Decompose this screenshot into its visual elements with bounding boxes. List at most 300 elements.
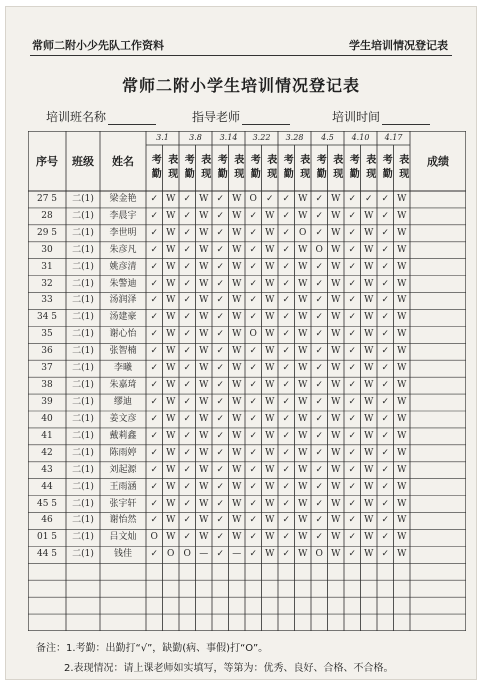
row-mark: ✓ — [216, 278, 225, 289]
row-mark: W — [331, 498, 341, 509]
row-mark: W — [166, 295, 176, 306]
row-mark: ✓ — [265, 193, 274, 204]
row-mark: W — [298, 329, 308, 340]
row-mark: W — [298, 549, 308, 560]
row-mark: ✓ — [216, 498, 225, 509]
row-mark: ✓ — [348, 397, 357, 408]
row-mark: ✓ — [150, 481, 159, 492]
row-mark: W — [265, 346, 275, 357]
row-mark: ✓ — [381, 278, 390, 289]
row-mark: ✓ — [381, 193, 390, 204]
row-grade: 二(1) — [72, 430, 94, 441]
header-perform: 表现 — [363, 154, 375, 182]
header-left: 常师二附小少先队工作资料 — [32, 39, 164, 52]
row-mark: W — [232, 397, 242, 408]
row-mark: ✓ — [282, 210, 291, 221]
row-mark: W — [298, 244, 308, 255]
row-mark: W — [265, 447, 275, 458]
row-mark: W — [331, 397, 341, 408]
row-seq: 27 5 — [36, 193, 58, 204]
row-mark: W — [397, 295, 407, 306]
row-name — [100, 597, 146, 614]
header-date: 4.10 — [351, 133, 370, 142]
row-mark: W — [331, 413, 341, 424]
row-mark: W — [166, 227, 176, 238]
row-mark: W — [199, 498, 209, 509]
row-mark: ✓ — [348, 329, 357, 340]
row-mark: ✓ — [381, 447, 390, 458]
row-mark: W — [166, 261, 176, 272]
row-seq: 40 — [41, 413, 53, 424]
row-name: 陈雨婷 — [109, 447, 137, 458]
row-mark: W — [232, 261, 242, 272]
row-mark: ✓ — [381, 346, 390, 357]
row-seq: 38 — [41, 380, 53, 391]
row-mark: W — [199, 295, 209, 306]
row-mark: W — [265, 312, 275, 323]
row-mark: W — [199, 380, 209, 391]
row-mark: ✓ — [282, 413, 291, 424]
row-mark: ✓ — [150, 346, 159, 357]
row-mark: ✓ — [348, 515, 357, 526]
header-perform: 表现 — [396, 154, 408, 182]
row-mark: ✓ — [183, 380, 192, 391]
row-mark: ✓ — [216, 312, 225, 323]
row-mark: ✓ — [249, 549, 258, 560]
header-attend: 考勤 — [215, 154, 227, 182]
row-mark: W — [199, 261, 209, 272]
row-mark: ✓ — [282, 278, 291, 289]
row-mark: W — [232, 193, 242, 204]
row-mark: ✓ — [216, 329, 225, 340]
row-mark: ✓ — [348, 481, 357, 492]
row-mark: ✓ — [249, 244, 258, 255]
row-mark: W — [364, 498, 374, 509]
row-mark: W — [397, 227, 407, 238]
row-mark: ✓ — [216, 532, 225, 543]
header-attend: 考勤 — [281, 154, 293, 182]
row-mark: ✓ — [249, 430, 258, 441]
note-line-2: 2.表现情况：请上课老师如实填写，等第为：优秀、良好、合格、不合格。 — [64, 663, 394, 674]
row-mark: ✓ — [381, 329, 390, 340]
row-mark: W — [199, 227, 209, 238]
row-grade: 二(1) — [72, 549, 94, 560]
header-seq: 序号 — [36, 154, 58, 168]
row-seq: 34 5 — [36, 312, 58, 323]
row-mark: W — [199, 244, 209, 255]
row-seq: 32 — [41, 278, 53, 289]
row-mark: ✓ — [282, 532, 291, 543]
row-mark: W — [397, 532, 407, 543]
row-mark: W — [298, 261, 308, 272]
row-mark: W — [364, 549, 374, 560]
row-mark: W — [298, 193, 308, 204]
row-mark: ✓ — [249, 464, 258, 475]
row-mark: W — [364, 227, 374, 238]
header-date: 3.8 — [189, 133, 202, 142]
row-mark: ✓ — [150, 498, 159, 509]
row-mark: W — [364, 244, 374, 255]
row-mark: ✓ — [315, 515, 324, 526]
row-mark: W — [397, 430, 407, 441]
row-mark: W — [199, 193, 209, 204]
row-mark: W — [397, 363, 407, 374]
row-mark: W — [331, 278, 341, 289]
header-attend: 考勤 — [314, 154, 326, 182]
row-mark: ✓ — [381, 261, 390, 272]
row-grade: 二(1) — [72, 481, 94, 492]
row-mark: ✓ — [282, 363, 291, 374]
row-mark: ✓ — [249, 346, 258, 357]
row-mark: W — [166, 329, 176, 340]
row-grade: 二(1) — [72, 397, 94, 408]
row-mark: W — [331, 227, 341, 238]
row-mark: W — [331, 515, 341, 526]
row-mark: ✓ — [216, 244, 225, 255]
row-seq — [28, 614, 66, 631]
row-mark: W — [199, 329, 209, 340]
row-mark: ✓ — [183, 464, 192, 475]
row-mark: ✓ — [381, 295, 390, 306]
row-mark: W — [397, 261, 407, 272]
row-name: 王雨涵 — [109, 481, 137, 492]
row-seq: 45 5 — [36, 498, 58, 509]
row-name: 张宇轩 — [109, 498, 137, 509]
row-grade: 二(1) — [72, 329, 94, 340]
row-mark: W — [331, 295, 341, 306]
row-mark: ✓ — [249, 210, 258, 221]
row-mark: W — [331, 193, 341, 204]
row-mark: ✓ — [150, 261, 159, 272]
row-mark: W — [397, 329, 407, 340]
row-mark: ✓ — [183, 346, 192, 357]
row-mark: ✓ — [282, 549, 291, 560]
row-mark: ✓ — [348, 413, 357, 424]
row-name: 朱警迪 — [109, 278, 137, 289]
row-mark: W — [331, 532, 341, 543]
row-mark: W — [199, 464, 209, 475]
row-mark: W — [265, 464, 275, 475]
row-mark: W — [364, 261, 374, 272]
row-mark: W — [331, 244, 341, 255]
row-mark: W — [166, 193, 176, 204]
row-grade: 二(1) — [72, 244, 94, 255]
row-mark: ✓ — [282, 312, 291, 323]
row-grade: 二(1) — [72, 363, 94, 374]
row-mark: ✓ — [315, 481, 324, 492]
header-attend: 考勤 — [182, 154, 194, 182]
row-seq: 41 — [41, 430, 53, 441]
row-mark: W — [397, 244, 407, 255]
row-mark: ✓ — [315, 312, 324, 323]
row-name: 戴莉鑫 — [109, 430, 137, 441]
row-mark: ✓ — [183, 227, 192, 238]
row-mark: W — [298, 464, 308, 475]
header-date: 4.17 — [384, 133, 403, 142]
row-mark: ✓ — [315, 295, 324, 306]
row-mark: ✓ — [183, 498, 192, 509]
row-seq — [28, 563, 66, 580]
row-mark: ✓ — [348, 193, 357, 204]
row-mark: W — [364, 312, 374, 323]
row-mark: W — [331, 447, 341, 458]
row-seq: 01 5 — [36, 532, 58, 543]
header-attend: 考勤 — [380, 154, 392, 182]
row-mark: W — [166, 312, 176, 323]
row-mark: W — [298, 210, 308, 221]
header-attend: 考勤 — [347, 154, 359, 182]
row-mark: ✓ — [282, 261, 291, 272]
row-mark: — — [199, 549, 209, 560]
row-mark: W — [232, 346, 242, 357]
row-seq: 30 — [41, 244, 53, 255]
row-mark: ✓ — [348, 312, 357, 323]
row-mark: W — [298, 515, 308, 526]
row-mark: ✓ — [381, 227, 390, 238]
row-mark: ✓ — [282, 380, 291, 391]
header-perform: 表现 — [231, 154, 243, 182]
row-mark: ✓ — [282, 329, 291, 340]
row-seq: 33 — [41, 295, 53, 306]
row-mark: ✓ — [183, 278, 192, 289]
row-name: 梁金艳 — [109, 193, 137, 204]
row-mark: ✓ — [150, 227, 159, 238]
row-mark: ✓ — [216, 295, 225, 306]
row-grade: 二(1) — [72, 498, 94, 509]
row-mark: W — [199, 430, 209, 441]
row-name: 吕文灿 — [109, 532, 137, 543]
row-mark: O — [299, 227, 307, 238]
row-mark: ✓ — [150, 193, 159, 204]
row-name: 李曦 — [113, 363, 132, 374]
row-mark: ✓ — [348, 447, 357, 458]
row-mark: ✓ — [183, 210, 192, 221]
row-mark: ✓ — [315, 278, 324, 289]
row-mark: W — [298, 430, 308, 441]
row-mark: ✓ — [282, 498, 291, 509]
row-mark: ✓ — [249, 413, 258, 424]
row-mark: ✓ — [315, 447, 324, 458]
row-mark: ✓ — [381, 413, 390, 424]
row-mark: ✓ — [150, 363, 159, 374]
header-date: 3.1 — [156, 133, 169, 142]
row-mark: ✓ — [315, 464, 324, 475]
row-mark: ✓ — [282, 397, 291, 408]
row-mark: W — [265, 413, 275, 424]
row-name: 姚彦清 — [109, 261, 137, 272]
row-mark: ✓ — [216, 430, 225, 441]
row-mark: ✓ — [183, 430, 192, 441]
row-mark: ✓ — [381, 549, 390, 560]
row-mark: W — [298, 447, 308, 458]
row-mark: W — [265, 261, 275, 272]
row-seq — [28, 597, 66, 614]
header-name: 姓名 — [112, 154, 134, 168]
header-perform: 表现 — [264, 154, 276, 182]
header-attend: 考勤 — [248, 154, 260, 182]
row-mark: ✓ — [249, 295, 258, 306]
row-mark: ✓ — [381, 397, 390, 408]
page-title: 常师二附小学生培训情况登记表 — [121, 76, 360, 95]
row-mark: W — [232, 464, 242, 475]
row-mark: ✓ — [348, 210, 357, 221]
row-grade: 二(1) — [72, 312, 94, 323]
row-seq: 35 — [41, 329, 53, 340]
row-name: 钱佳 — [113, 549, 132, 560]
row-mark: ✓ — [249, 481, 258, 492]
row-mark: W — [232, 447, 242, 458]
row-mark: ✓ — [216, 481, 225, 492]
row-mark: ✓ — [249, 227, 258, 238]
row-mark: ✓ — [381, 380, 390, 391]
row-mark: W — [232, 380, 242, 391]
row-mark: ✓ — [183, 363, 192, 374]
row-mark: W — [232, 312, 242, 323]
row-name: 汤建豪 — [109, 312, 137, 323]
row-mark: W — [298, 380, 308, 391]
row-mark: W — [265, 244, 275, 255]
row-seq: 36 — [41, 346, 53, 357]
row-mark: W — [166, 244, 176, 255]
row-mark: W — [298, 312, 308, 323]
header-date: 4.5 — [321, 133, 334, 142]
row-name — [100, 580, 146, 597]
row-mark: O — [167, 549, 175, 560]
row-mark: ✓ — [381, 481, 390, 492]
row-seq: 39 — [41, 397, 53, 408]
row-mark: W — [265, 430, 275, 441]
row-mark: W — [364, 464, 374, 475]
row-mark: ✓ — [150, 329, 159, 340]
row-name — [100, 563, 146, 580]
row-mark: ✓ — [315, 261, 324, 272]
row-mark: ✓ — [249, 498, 258, 509]
row-mark: W — [166, 346, 176, 357]
row-mark: ✓ — [348, 549, 357, 560]
document-sheet — [5, 6, 477, 680]
header-perform: 表现 — [297, 154, 309, 182]
row-mark: ✓ — [150, 295, 159, 306]
row-mark: W — [166, 210, 176, 221]
row-mark: ✓ — [216, 363, 225, 374]
row-mark: ✓ — [183, 515, 192, 526]
row-mark: W — [331, 363, 341, 374]
row-mark: ✓ — [348, 363, 357, 374]
row-mark: ✓ — [282, 244, 291, 255]
row-seq: 43 — [41, 464, 53, 475]
row-mark: ✓ — [183, 295, 192, 306]
row-seq: 28 — [41, 210, 53, 221]
row-mark: ✓ — [348, 532, 357, 543]
row-mark: W — [298, 363, 308, 374]
row-mark: W — [232, 278, 242, 289]
row-mark: W — [397, 498, 407, 509]
row-name: 谢心怡 — [109, 329, 137, 340]
row-mark: ✓ — [348, 261, 357, 272]
row-mark: W — [298, 532, 308, 543]
note-line-1: 备注：1.考勤：出勤打“√”，缺勤(病、事假)打“O”。 — [36, 643, 269, 654]
row-grade: 二(1) — [72, 227, 94, 238]
row-mark: ✓ — [282, 464, 291, 475]
row-mark: W — [166, 447, 176, 458]
row-mark: ✓ — [249, 261, 258, 272]
row-name: 朱嘉琦 — [109, 380, 137, 391]
row-mark: ✓ — [183, 447, 192, 458]
row-mark: ✓ — [150, 397, 159, 408]
row-mark: W — [331, 380, 341, 391]
row-name: 李世明 — [109, 227, 137, 238]
row-mark: W — [364, 329, 374, 340]
row-mark: ✓ — [249, 363, 258, 374]
row-mark: W — [166, 481, 176, 492]
row-grade: 二(1) — [72, 193, 94, 204]
row-mark: ✓ — [315, 380, 324, 391]
row-mark: W — [331, 430, 341, 441]
row-name: 缪迪 — [113, 397, 132, 408]
row-mark: W — [265, 532, 275, 543]
row-mark: W — [265, 278, 275, 289]
row-mark: ✓ — [282, 295, 291, 306]
row-mark: W — [331, 329, 341, 340]
row-mark: ✓ — [315, 210, 324, 221]
row-mark: W — [397, 278, 407, 289]
row-mark: O — [150, 532, 158, 543]
row-seq: 31 — [41, 261, 53, 272]
header-result: 成绩 — [427, 154, 449, 168]
field-class-name-blank — [108, 113, 156, 125]
row-mark: ✓ — [183, 312, 192, 323]
row-mark: ✓ — [348, 227, 357, 238]
row-grade: 二(1) — [72, 515, 94, 526]
field-class-name — [46, 108, 156, 125]
header-perform: 表现 — [165, 154, 177, 182]
row-name — [100, 614, 146, 631]
row-mark: W — [166, 464, 176, 475]
row-mark: W — [265, 380, 275, 391]
row-mark: ✓ — [282, 515, 291, 526]
row-mark: W — [232, 295, 242, 306]
row-grade — [66, 597, 100, 614]
row-mark: W — [397, 549, 407, 560]
row-mark: ✓ — [282, 481, 291, 492]
row-seq — [28, 580, 66, 597]
row-mark: ✓ — [150, 210, 159, 221]
row-mark: W — [232, 498, 242, 509]
row-mark: ✓ — [381, 464, 390, 475]
row-mark: — — [232, 549, 242, 560]
row-mark: W — [166, 430, 176, 441]
row-mark: W — [232, 329, 242, 340]
row-mark: W — [298, 481, 308, 492]
header-grade: 班级 — [72, 154, 94, 168]
row-mark: ✓ — [315, 430, 324, 441]
row-mark: W — [166, 413, 176, 424]
header-date: 3.22 — [252, 133, 271, 142]
row-mark: ✓ — [183, 413, 192, 424]
row-mark: W — [265, 329, 275, 340]
row-mark: ✓ — [381, 244, 390, 255]
row-mark: ✓ — [249, 380, 258, 391]
row-mark: O — [315, 549, 323, 560]
row-mark: W — [364, 380, 374, 391]
row-mark: W — [397, 447, 407, 458]
row-mark: W — [397, 380, 407, 391]
row-mark: W — [166, 532, 176, 543]
row-mark: W — [364, 515, 374, 526]
row-mark: W — [232, 210, 242, 221]
row-mark: ✓ — [282, 430, 291, 441]
row-mark: ✓ — [150, 464, 159, 475]
